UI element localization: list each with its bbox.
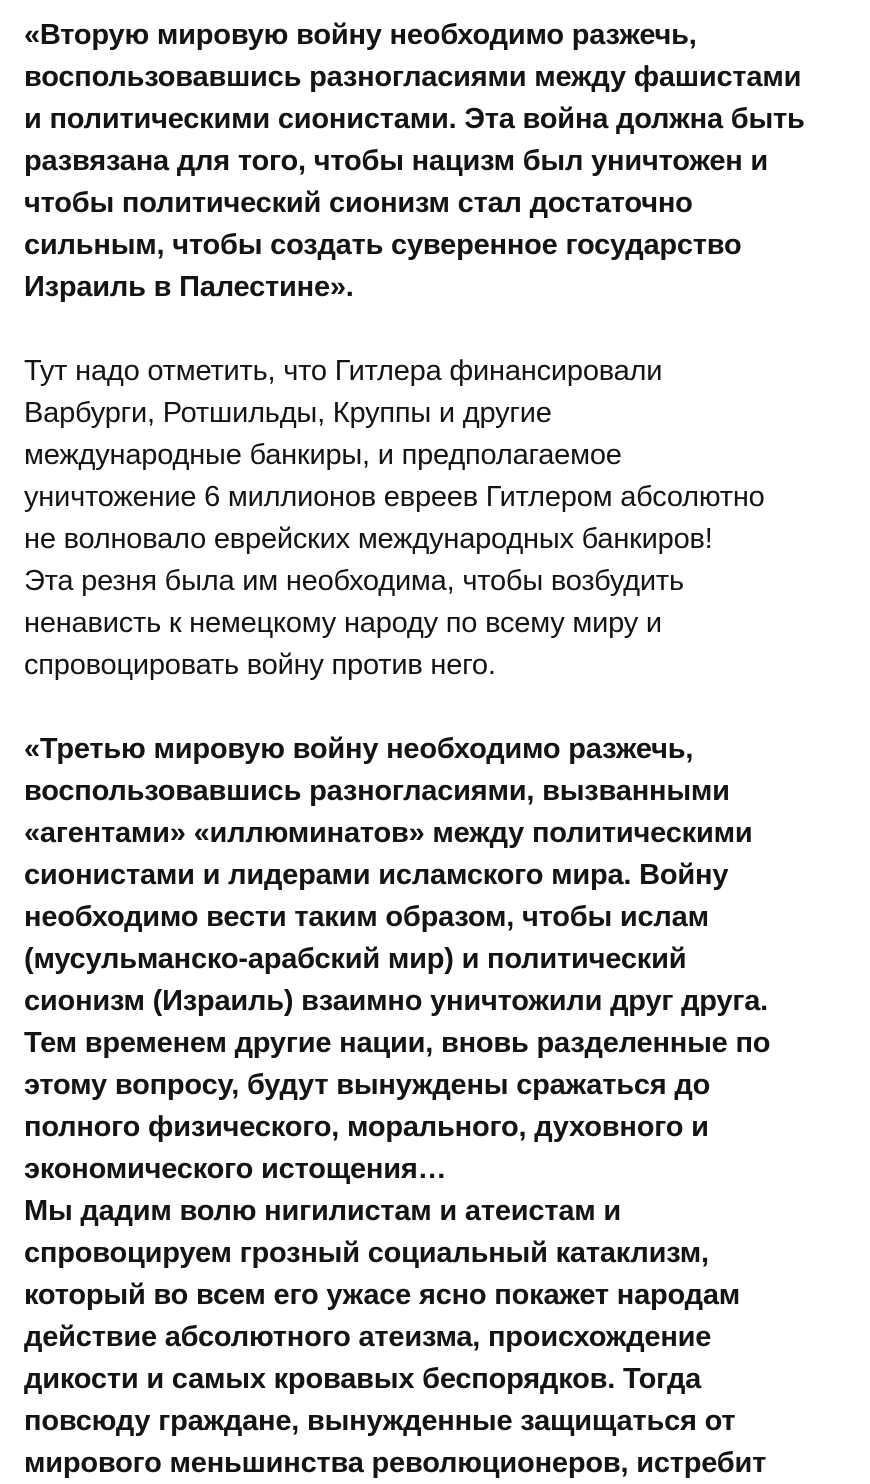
text-line: мирового меньшинства революционеров, истребит (24, 1447, 767, 1479)
text-line: Эта резня была им необходима, чтобы возбудить (24, 565, 684, 597)
paragraph-spacer (24, 308, 866, 350)
text-line: «Вторую мировую войну необходимо разжечь, (24, 19, 697, 51)
text-line: сильным, чтобы создать суверенное государство (24, 229, 742, 261)
commentary-paragraph (24, 350, 866, 686)
quote-paragraph-ww3 (24, 728, 866, 1484)
text-line: сионизм (Израиль) взаимно уничтожили друг друга. (24, 985, 769, 1017)
text-line: Тем временем другие нации, вновь разделенные по (24, 1027, 771, 1059)
text-line: спровоцировать войну против него. (24, 649, 496, 681)
paragraph-spacer (24, 686, 866, 728)
text-line: Тут надо отметить, что Гитлера финансировали (24, 355, 663, 387)
article-body (24, 14, 866, 1484)
text-line: «Третью мировую войну необходимо разжечь, (24, 733, 694, 765)
text-line: не волновало еврейских международных банкиров! (24, 523, 713, 555)
quote-paragraph-ww2 (24, 14, 866, 308)
text-line: Варбурги, Ротшильды, Круппы и другие (24, 397, 552, 429)
text-line: экономического истощения… (24, 1153, 447, 1185)
text-line: необходимо вести таким образом, чтобы ислам (24, 901, 709, 933)
text-line: развязана для того, чтобы нацизм был уничтожен и (24, 145, 769, 177)
text-line: сионистами и лидерами исламского мира. Войну (24, 859, 729, 891)
text-line: и политическими сионистами. Эта война должна быть (24, 103, 805, 135)
text-line: который во всем его ужасе ясно покажет народам (24, 1279, 741, 1311)
text-line: уничтожение 6 миллионов евреев Гитлером абсолютно (24, 481, 765, 513)
text-line: воспользовавшись разногласиями, вызванными (24, 775, 730, 807)
text-line: (мусульманско-арабский мир) и политический (24, 943, 687, 975)
text-line: чтобы политический сионизм стал достаточно (24, 187, 693, 219)
text-line: международные банкиры, и предполагаемое (24, 439, 622, 471)
text-line: воспользовавшись разногласиями между фашистами (24, 61, 802, 93)
text-line: дикости и самых кровавых беспорядков. Тогда (24, 1363, 702, 1395)
text-line: полного физического, морального, духовного и (24, 1111, 709, 1143)
text-line: повсюду граждане, вынужденные защищаться от (24, 1405, 736, 1437)
text-line: действие абсолютного атеизма, происхождение (24, 1321, 712, 1353)
text-line: Израиль в Палестине». (24, 271, 354, 303)
text-line: Мы дадим волю нигилистам и атеистам и (24, 1195, 621, 1227)
text-line: спровоцируем грозный социальный катаклизм, (24, 1237, 709, 1269)
text-line: этому вопросу, будут вынуждены сражаться до (24, 1069, 711, 1101)
text-line: ненависть к немецкому народу по всему миру и (24, 607, 662, 639)
text-line: «агентами» «иллюминатов» между политическими (24, 817, 753, 849)
